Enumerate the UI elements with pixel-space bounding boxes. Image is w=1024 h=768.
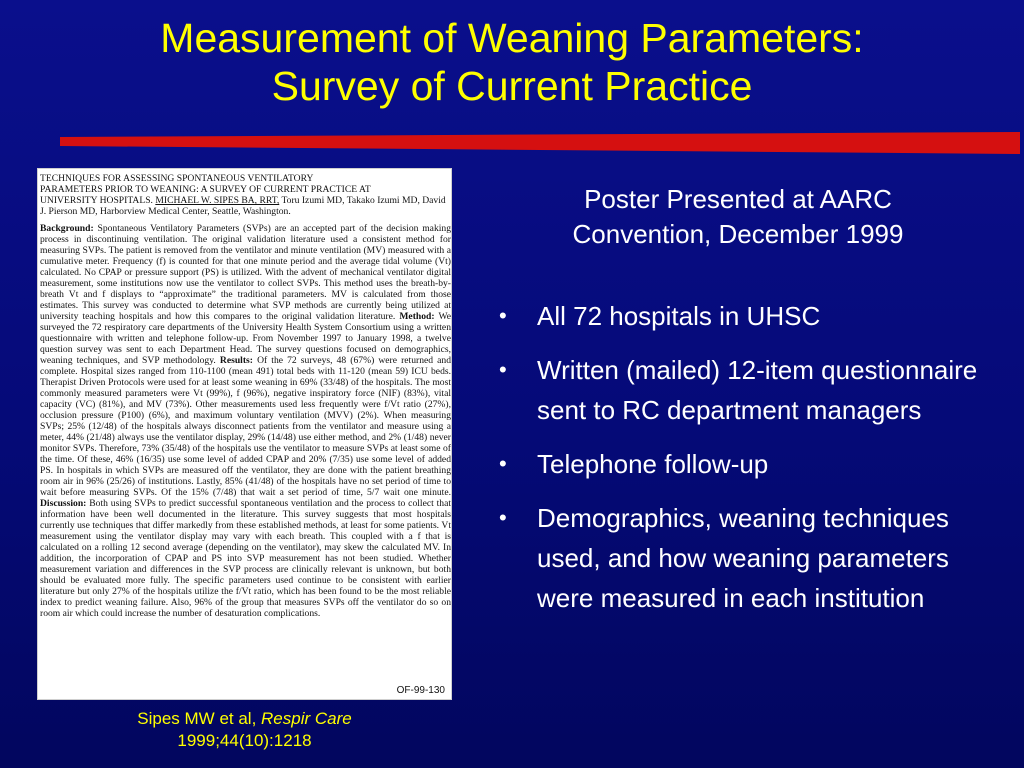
abstract-image (37, 168, 452, 700)
bullet-text: Telephone follow-up (537, 449, 769, 479)
bullet-icon: • (499, 357, 507, 382)
bullet-text: Written (mailed) 12-item questionnaire sent to RC department managers (537, 355, 978, 425)
abstract-body (40, 223, 451, 619)
abstract-label-results: Results: (219, 355, 253, 366)
title-divider-rule (60, 132, 1020, 154)
abstract-label-background: Background: (40, 223, 94, 234)
abstract-authors: Toru Izumi MD, Takako Izumi MD, David J. Pierson MD, Harborview Medical Center, Seattle, Washington. (40, 195, 446, 217)
abstract-code: OF-99-130 (396, 685, 445, 696)
slide-title-line-2: Survey of Current Practice (271, 63, 753, 109)
slide-title (0, 14, 1024, 110)
abstract-text-results: Of the 72 surveys, 48 (67%) were returned and complete. Hospital sizes ranged from 110-1100 (mean 491) total beds with 11-120 (mean 59) ICU beds. Therapist Driven Protocols were used for at least some weaning in 69% (33/48) of the hospitals. The most commonly measured parameters were Vt (99%), f (96%), negative inspiratory force (NIF) (83%), vital capacity (VC) (81%), and MV (73%). Other measurements used less frequently were f/Vt ratio (27%), occlusion pressure (P100) (6%), and maximum voluntary ventilation (MVV) (2%). When measuring SVPs; 25% (12/48) of the hospitals always disconnect patients from the ventilator and measure using a meter, 44% (21/48) always use the ventilator display, 29% (14/48) use either method, and 2% (1/48) never monitor SVPs. Therefore, 73% (35/48) of the hospitals use the ventilator to measure SVPs at least some of the time. Of these, 46% (16/35) use some level of added CPAP and 20% (7/35) use some level of added PS. In hospitals in which SVPs are measured off the ventilator, they are done with the patient breathing room air in 96% (25/26) of institutions. Lastly, 85% (41/48) of the hospitals have no set period of time to wait before measuring SVPs. Of the 15% (7/48) that wait a set period of time, 5/7 wait one minute. (40, 355, 452, 498)
abstract-text-background: Spontaneous Ventilatory Parameters (SVPs) are an accepted part of the decision making process in discontinuing ventilation. The original validation literature used a consistent method for measuring SVPs. The patient is removed from the ventilator and minute ventilation (MV) measured with a cumulative meter. Frequency (f) is counted for that one minute period and the average tidal volume (Vt) calculated. No CPAP or pressure support (PS) is utilized. With the advent of mechanical ventilator digital measurement, some institutions now use the ventilator to collect SVPs. This method uses the breath-by-breath Vt and f displays to “approximate” the traditional parameters. MV is calculated from those estimates. This survey was conducted to determine what SVP methods are currently being utilized at university teaching hospitals and how this compares to the original validation literature. (40, 223, 452, 322)
bullet-list (495, 296, 1000, 632)
bullet-item (495, 296, 1000, 336)
citation-ref: 1999;44(10):1218 (177, 731, 312, 750)
abstract-label-discussion: Discussion: (40, 498, 87, 509)
bullet-item (495, 444, 1000, 484)
citation (37, 708, 452, 752)
poster-note (478, 182, 998, 252)
abstract-text-discussion: Both using SVPs to predict successful spontaneous ventilation and the process to collect that information have been well documented in the literature. This survey suggests that most hospitals currently use techniques that differ markedly from these established methods, at least for some patients. Vt measurement using the ventilator display may vary with each breath. This coupled with a f that is calculated on a rolling 12 second average (depending on the ventilator), may skew the calculated MV. In addition, the incorporation of CPAP and PS into SVP measurement has not been studied. Whether measurement variation and differences in the SVP process are clinically relevant is unknown, but both should be evaluated more fully. The specific parameters used continue to be consistent with earlier literature but only 27% of the hospitals utilize the f/Vt ratio, which has been found to be the most reliable index to predict weaning failure. Also, 96% of the group that measures SVPs off the ventilator do so on room air which could increase the number of desaturation complications. (40, 498, 451, 619)
bullet-text: Demographics, weaning techniques used, and how weaning parameters were measured in each institution (537, 503, 949, 613)
abstract-author-underlined: MICHAEL W. SIPES BA, RRT, (155, 195, 280, 206)
abstract-text-method: We surveyed the 72 respiratory care departments of the University Health System Consortium using a written questionnaire with written and telephone follow-up. From November 1997 to January 1998, a twelve question survey was sent to each Department Head. The survey questions focused on demographics, weaning techniques, and SVP methodology. (40, 311, 452, 366)
poster-line-2: Convention, December 1999 (572, 219, 904, 249)
abstract-heading (40, 173, 451, 217)
abstract-label-method: Method: (399, 311, 435, 322)
slide-title-line-1: Measurement of Weaning Parameters: (160, 15, 864, 61)
bullet-icon: • (499, 303, 507, 328)
citation-authors: Sipes MW et al, (137, 709, 262, 728)
bullet-item (495, 350, 1000, 430)
bullet-text: All 72 hospitals in UHSC (537, 301, 821, 331)
bullet-item (495, 498, 1000, 618)
poster-line-1: Poster Presented at AARC (584, 184, 892, 214)
abstract-heading-line-3: UNIVERSITY HOSPITALS. (40, 195, 153, 206)
citation-journal: Respir Care (261, 709, 352, 728)
bullet-icon: • (499, 505, 507, 530)
abstract-heading-line-1: TECHNIQUES FOR ASSESSING SPONTANEOUS VENTILATORY (40, 173, 314, 184)
abstract-text-block (40, 173, 451, 619)
abstract-heading-line-2: PARAMETERS PRIOR TO WEANING: A SURVEY OF CURRENT PRACTICE AT (40, 184, 371, 195)
bullet-icon: • (499, 451, 507, 476)
